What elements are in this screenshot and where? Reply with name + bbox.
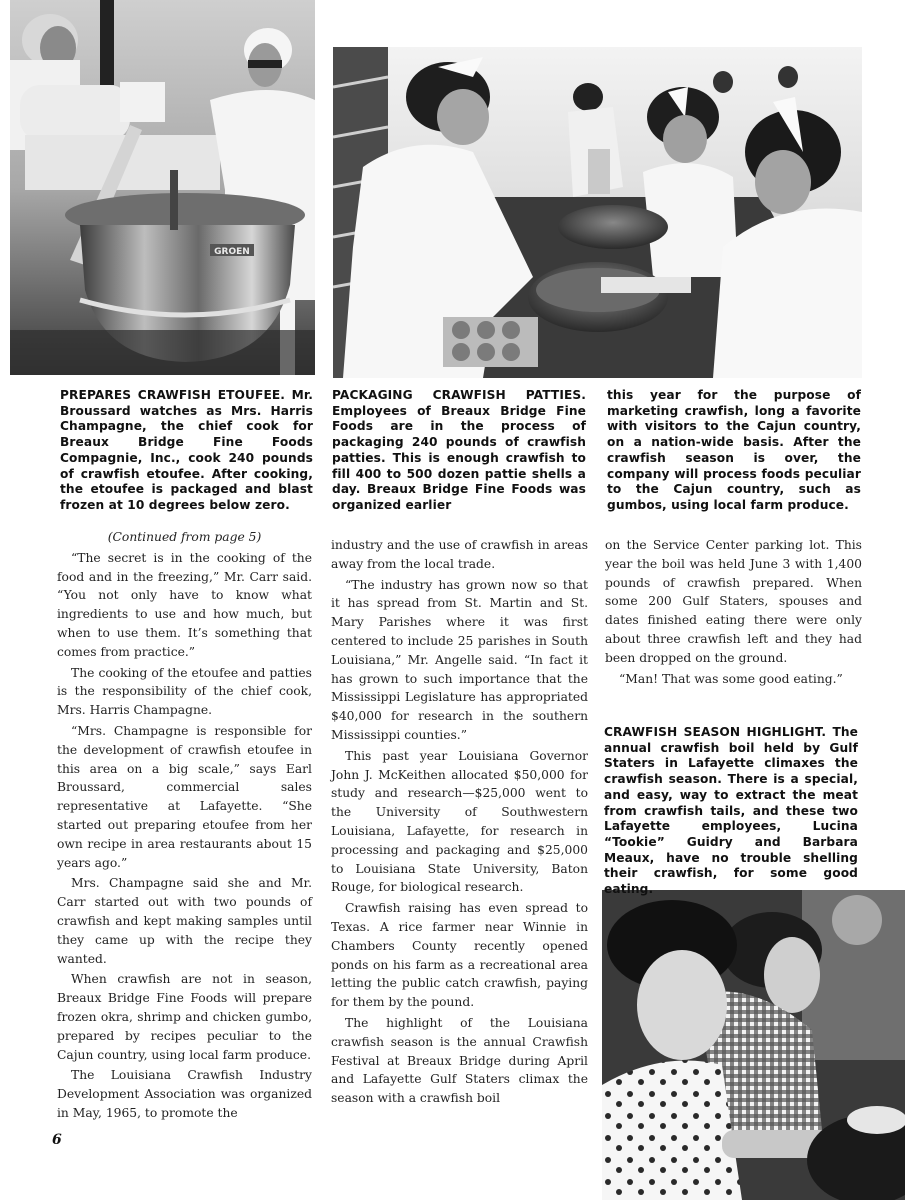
continued-from-note: (Continued from page 5)	[107, 530, 262, 544]
article-paragraph: Mrs. Champagne said she and Mr. Carr started out with two pounds of crawfish and kept making samples until they came up with the recipe they wanted.	[57, 876, 312, 966]
article-paragraph: “Mrs. Champagne is responsible for the development of crawfish etoufee in this area on a big scale,” says Earl Broussard, commercial sales representative at Lafayette. “She started out preparing etoufee from her own recipe in area restaurants about 15 years ago.”	[57, 723, 312, 870]
page-number: 6	[52, 1132, 62, 1148]
caption-prepares-crawfish-etoufee	[60, 388, 313, 514]
shelling-photo-illustration	[602, 890, 905, 1200]
caption-body: Employees of Breaux Bridge Fine Foods are in the process of packaging 240 pounds of crawfish patties. This is enough crawfish to fill 400 to 500 dozen pattie shells a day. Breaux Bridge Fine Foods was organized earlier	[332, 403, 586, 512]
article-paragraph: industry and the use of crawfish in areas away from the local trade.	[331, 538, 588, 571]
photo-prepares-crawfish-etoufee	[10, 0, 315, 375]
caption-crawfish-season-highlight	[604, 725, 858, 898]
photo-packaging-crawfish-patties	[333, 47, 862, 378]
article-paragraph: on the Service Center parking lot. This year the boil was held June 3 with 1,400 pounds of crawfish prepared. When some 200 Gulf Staters, spouses and dates finished eating there were only about three crawfish left and they had been dropped on the ground.	[605, 538, 862, 665]
caption-packaging-crawfish-patties	[332, 388, 586, 514]
kettle-photo-illustration	[10, 0, 315, 375]
article-paragraph: “The secret is in the cooking of the food and in the freezing,” Mr. Carr said. “You not only have to know what ingredients to use and how much, but when to use them. It’s something that comes from practice.”	[57, 550, 312, 659]
caption-packaging-continued	[607, 388, 861, 514]
article-column-3	[605, 536, 862, 688]
article-column-2	[331, 536, 588, 1108]
article-column-1	[57, 528, 312, 1123]
article-paragraph: “Man! That was some good eating.”	[619, 671, 843, 686]
packaging-photo-illustration	[333, 47, 862, 378]
caption-lead: CRAWFISH SEASON HIGHLIGHT.	[604, 725, 827, 739]
article-paragraph: This past year Louisiana Governor John J. McKeithen allocated $50,000 for study and research—$25,000 went to the University of Southwestern Louisiana, Lafayette, for research in processing and packaging and $25,000 to Louisiana State University, Baton Rouge, for biological research.	[331, 748, 588, 895]
photo-crawfish-season-highlight	[602, 890, 905, 1200]
kettle-brand-label: GROEN	[214, 247, 250, 257]
caption-body: this year for the purpose of marketing crawfish, long a favorite with visitors to the Cajun country, on a nation-wide basis. After the crawfish season is over, the company will process foods peculiar to the Cajun country, such as gumbos, using local farm produce.	[607, 388, 861, 512]
article-paragraph: “The industry has grown now so that it has spread from St. Martin and St. Mary Parishes where it was first centered to include 25 parishes in South Louisiana,” Mr. Angelle said. “In fact it has grown to such importance that the Mississippi Legislature has appropriated $40,000 for research in the southern Mississippi counties.”	[331, 577, 588, 742]
caption-lead: PACKAGING CRAWFISH PATTIES.	[332, 388, 586, 402]
article-paragraph: The Louisiana Crawfish Industry Development Association was organized in May, 1965, to promote the	[57, 1068, 312, 1120]
article-paragraph: When crawfish are not in season, Breaux Bridge Fine Foods will prepare frozen okra, shrimp and chicken gumbo, prepared by recipes peculiar to the Cajun country, using local farm produce.	[57, 972, 312, 1062]
article-paragraph: The highlight of the Louisiana crawfish season is the annual Crawfish Festival at Breaux Bridge during April and Lafayette Gulf Staters climax the season with a crawfish boil	[331, 1015, 588, 1106]
caption-body: Mr. Broussard watches as Mrs. Harris Champagne, the chief cook for Breaux Bridge Fine Foods Compagnie, Inc., cook 240 pounds of crawfish etoufee. After cooking, the etoufee is packaged and blast frozen at 10 degrees below zero.	[60, 388, 313, 512]
article-paragraph: Crawfish raising has even spread to Texas. A rice farmer near Winnie in Chambers County recently opened ponds on his farm as a recreational area letting the public catch crawfish, paying for them by the pound.	[331, 901, 588, 1010]
caption-body: The annual crawfish boil held by Gulf Staters in Lafayette climaxes the crawfish season. There is a special, and easy, way to extract the meat from crawfish tails, and these two Lafayette employees, Lucina “Tookie” Guidry and Barbara Meaux, have no trouble shelling their crawfish, for some good eating.	[604, 725, 858, 897]
article-paragraph: The cooking of the etoufee and patties is the responsibility of the chief cook, Mrs. Harris Champagne.	[57, 665, 312, 718]
caption-lead: PREPARES CRAWFISH ETOUFEE.	[60, 388, 286, 402]
